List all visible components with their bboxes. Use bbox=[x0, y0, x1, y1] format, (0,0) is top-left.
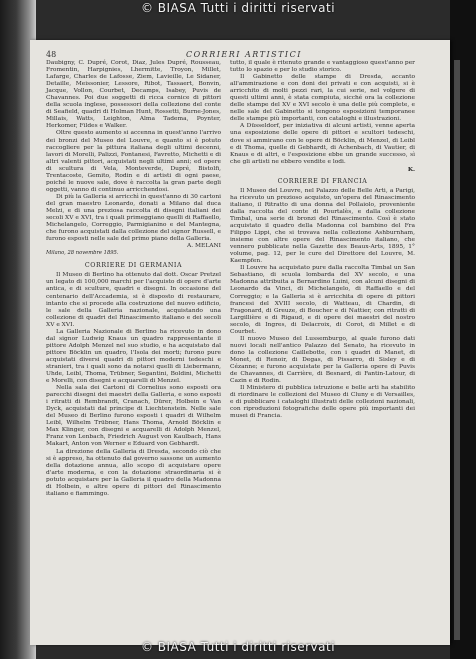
section-title-francia: CORRIERE DI FRANCIA bbox=[277, 177, 368, 185]
right-paragraph-2: Il Gabinetto delle stampe di Dresda, accanto all'ammirazione e con doni dei privati e con acquisti, si è arricchito di molti pezzi rari, la cui serie, nel volgere di questi ultimi anni, è stata compiuta, sicché ora la collezione delle stampe del XV e XVI secolo è una delle più complete, e nelle sale del Gabinetto si tengono esposizioni temporanee delle stampe più importanti, con cataloghi e illustrazioni. bbox=[230, 74, 415, 123]
left-paragraph-5: La Galleria Nazionale di Berlino ha ricevuto in dono dal signor Ludwig Knaus un quadro rappresentante il pittore Adolph Menzel nel suo studio, e ha acquistato dal pittore Böcklin un quadro, l'Isola dei morti; furono pure acquistati diversi quadri di pittori moderni tedeschi e stranieri, tra i quali sono da notarsi quelli di Liebermann, Uhde, Leibl, Thoma, Trübner, Segantini, Boldini, Michetti e Morelli, con disegni e acquarelli di Menzel. bbox=[46, 328, 221, 385]
section-title-germania: CORRIERE DI GERMANIA bbox=[84, 262, 183, 270]
left-paragraph-1: Daubigny, C. Dupré, Corot, Diaz, Jules Dupré, Rousseau, Fromentin, Harpignies, Lhermitte, Troyon, Millet, Lafarge, Charles de Lafosse, Ziem, Lavieille, Le Sidaner, Detaille, Meissonier, Lessore, Ribot, Tassaert, Bonvin, Jacque, Vollon, Courbet, Decamps, Isabey, Puvis de Chavannes. Poi due soggetti di ricca cornice di pittori della scuola inglese, possessori della collezione del conte di Seafield, quadri di Holman Hunt, Rossetti, Burne-Jones, Millais, Watts, Leighton, Alma Tadema, Poynter, Herkomer, Fildes e Walker. bbox=[46, 60, 221, 130]
place-date: Milano, 28 novembre 1895. bbox=[46, 250, 119, 257]
running-title: CORRIERI ARTISTICI bbox=[186, 50, 302, 59]
scan-edge-bar bbox=[454, 60, 460, 640]
watermark-top: © BIASA Tutti i diritti riservati bbox=[140, 1, 336, 15]
left-paragraph-6: Nella sala dei Cartoni di Cornelius sono esposti ora parecchi disegni dei maestri della Galleria, e sono esposti i ritratti di Rembrandt, Cranach, Dürer, Holbein e Van Dyck, acquistati dal principe di Liechtenstein. Nelle sale del Museo di Berlino furono esposti i quadri di Wilhelm Leibl, Wilhelm Trübner, Hans Thoma, Arnold Böcklin e Max Klinger, con disegni e acquarelli di Adolph Menzel, Franz von Lenbach, Friedrich August von Kaulbach, Hans Makart, Anton von Werner e Eduard von Gebhardt. bbox=[46, 385, 221, 448]
right-paragraph-1: tutto, il quale è ritenuto grande e vantaggioso quest'anno per tutto lo spazio e per lo studio storico. bbox=[230, 60, 415, 74]
right-paragraph-7: Il Ministero di pubblica istruzione e belle arti ha stabilito di riordinare le collezioni del Museo di Cluny e di Versailles, e di pubblicare i cataloghi illustrati delle collezioni nazionali, con riproduzioni fotografiche delle opere più importanti dei musei di Francia. bbox=[230, 385, 415, 420]
signature: A. MELANI bbox=[187, 243, 221, 250]
right-paragraph-4: Il Museo del Louvre, nel Palazzo delle Belle Arti, a Parigi, ha ricevuto un prezioso acquisto, un'opera del Rinascimento italiano, il Ritratto di una donna del Pollaiolo, proveniente dalla raccolta del conte di Pourtalès, e dalla collezione Timbal, una serie di bronzi del Rinascimento. Così è stato acquistato il quadro della Madonna col bambino del Fra Filippo Lippi, che si trovava nella collezione Ashburnham, insieme con altre opere del Rinascimento italiano, che vennero pubblicate nella Gazette des Beaux-Arts, 1895, 1° volume, pag. 12, per le cure del Direttore del Louvre, M. Kaempfen. bbox=[230, 187, 415, 265]
left-paragraph-4: Il Museo di Berlino ha ottenuto dal dott. Oscar Pretzel un legato di 100,000 marchi per l'acquisto di opere d'arte antica, e di sculture, quadri e disegni. In occasione del centenario dell'Accademia, si è disposto di restaurare, intanto che si procede alla costruzione del nuovo edificio, le sale della Galleria nazionale, acquistando una collezione di quadri del Rinascimento italiano e dei secoli XV e XVI. bbox=[46, 272, 221, 328]
left-paragraph-2: Oltre questo aumento si accenna in quest'anno l'arrivo dei bronzi del Museo del Louvre, e quanto si è potuto raccogliere per la pittura italiana degli ultimi decenni, lavori di Morelli, Palizzi, Fontanesi, Favretto, Michetti e di altri valenti pittori, acquistati negli ultimi anni; ed opere di scultura di Vela, Monteverde, Dupré, Bistolfi, Trentacoste, Gemito, Rodin e di artisti di ogni paese, poiché le nuove sale, dove è raccolta la gran parte degli oggetti, vanno di continuo arricchendosi. bbox=[46, 130, 221, 193]
scan-edge-strip bbox=[450, 0, 476, 659]
right-column bbox=[230, 60, 415, 420]
page-number: 48 bbox=[46, 50, 57, 59]
watermark-bottom: © BIASA Tutti i diritti riservati bbox=[140, 640, 336, 654]
author-initial: K. bbox=[407, 165, 415, 173]
left-paragraph-3: Di più la Galleria si arricchì in quest'anno di 30 cartoni del gran maestro Leonardo, donati a Milano dal duca Melzi, e di una preziosa raccolta di disegni italiani dei secoli XV e XVI, tra i quali primeggiano quelli di Raffaello, Michelangelo, Correggio, Parmigianino e del Mantegna, che furono acquistati dalla collezione del signor Russell, e furono esposti nelle sale del primo piano della Galleria. bbox=[46, 193, 221, 243]
right-paragraph-3: A Düsseldorf, per iniziativa di alcuni artisti, venne aperta una esposizione delle opere di pittori e scultori tedeschi, dove si ammirano con le opere di Böcklin, di Menzel, di Leibl e di Thoma, quelle di Gebhardt, di Achenbach, di Vautier, di Knaus e di altri, e l'esposizione ebbe un grande successo, sì che gli artisti ne ebbero vendite e lodi. bbox=[230, 123, 415, 165]
left-column bbox=[46, 60, 221, 498]
left-paragraph-7: La direzione della Galleria di Dresda, secondo ciò che si è appreso, ha ottenuto dal governo sassone un aumento della dotazione annua, allo scopo di acquistare opere d'arte moderna, e con la dotazione straordinaria si è potuto acquistare per la Galleria il quadro della Madonna di Holbein, e altre opere di pittori del Rinascimento italiano e fiammingo. bbox=[46, 448, 221, 497]
right-paragraph-5: Il Louvre ha acquistato pure dalla raccolta Timbal un San Sebastiano, di scuola lombarda del XV secolo, e una Madonna attribuita a Bernardino Luini, con alcuni disegni di Leonardo da Vinci, di Michelangelo, di Raffaello e del Correggio; e la Galleria si è arricchita di opere di pittori francesi del XVIII secolo, di Watteau, di Chardin, di Fragonard, di Greuze, di Boucher e di Nattier, con ritratti di Largillière e di Rigaud, e di opere dei maestri del nostro secolo, di Ingres, di Delacroix, di Corot, di Millet e di Courbet. bbox=[230, 265, 415, 335]
right-paragraph-6: Il nuovo Museo del Lussemburgo, al quale furono dati nuovi locali nell'antico Palazzo del Senato, ha ricevuto in dono la collezione Caillebotte, con i quadri di Manet, di Monet, di Renoir, di Degas, di Pissarro, di Sisley e di Cézanne; e furono acquistate per la Galleria opere di Puvis de Chavannes, di Carrière, di Besnard, di Fantin-Latour, di Cazin e di Rodin. bbox=[230, 335, 415, 385]
